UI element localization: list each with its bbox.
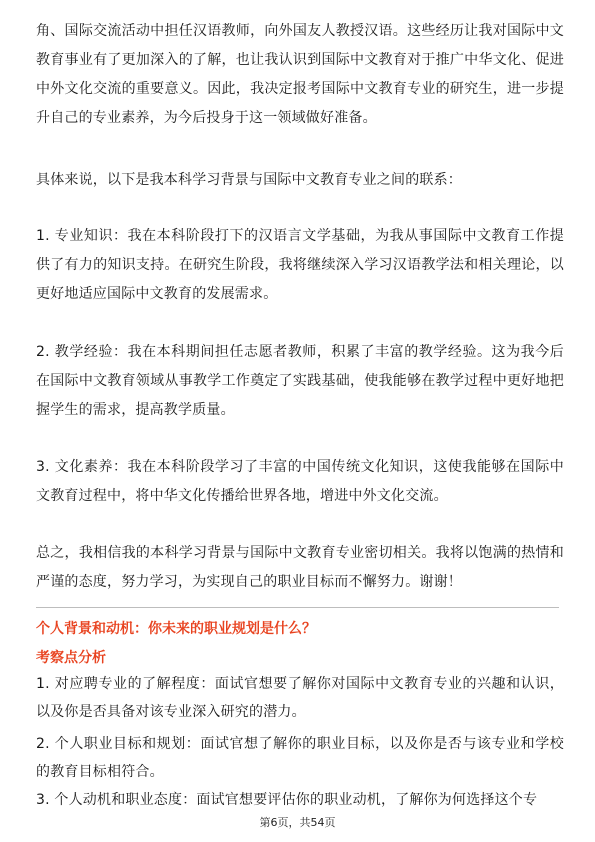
analysis-point-2: 2. 个人职业目标和规划：面试官想了解你的职业目标，以及你是否与该专业和学校的教育目标相符合。 <box>36 736 564 780</box>
paragraph-intro-connection: 具体来说，以下是我本科学习背景与国际中文教育专业之间的联系： <box>36 172 462 188</box>
paragraph-teaching-experience: 2. 教学经验：我在本科期间担任志愿者教师，积累了丰富的教学经验。这为我今后在国际中文教育领域从事教学工作奠定了实践基础，使我能够在教学过程中更好地把握学生的需求，提高教学质量。 <box>36 344 564 418</box>
page-number: 第6页，共54页 <box>259 816 336 829</box>
question-heading: 个人背景和动机：你未来的职业规划是什么？ <box>36 621 316 637</box>
paragraph-experience: 角、国际交流活动中担任汉语教师，向外国友人教授汉语。这些经历让我对国际中文教育事业有了更加深入的了解，也让我认识到国际中文教育对于推广中华文化、促进中外文化交流的重要意义。因此，我决定报考国际中文教育专业的研究生，进一步提升自己的专业素养，为今后投身于这一领域做好准备。 <box>36 23 564 126</box>
analysis-point-3: 3. 个人动机和职业态度：面试官想要评估你的职业动机，了解你为何选择这个专 <box>36 792 538 808</box>
section-divider <box>36 607 559 608</box>
analysis-point-1: 1. 对应聘专业的了解程度：面试官想要了解你对国际中文教育专业的兴趣和认识，以及你是否具备对该专业深入研究的潜力。 <box>36 676 564 720</box>
paragraph-cultural-literacy: 3. 文化素养：我在本科阶段学习了丰富的中国传统文化知识，这使我能够在国际中文教育过程中，将中华文化传播给世界各地，增进中外文化交流。 <box>36 459 564 504</box>
analysis-heading: 考察点分析 <box>36 650 106 666</box>
paragraph-professional-knowledge: 1. 专业知识：我在本科阶段打下的汉语言文学基础，为我从事国际中文教育工作提供了有力的知识支持。在研究生阶段，我将继续深入学习汉语教学法和相关理论，以更好地适应国际中文教育的发展需求。 <box>36 228 564 302</box>
paragraph-conclusion: 总之，我相信我的本科学习背景与国际中文教育专业密切相关。我将以饱满的热情和严谨的态度，努力学习，为实现自己的职业目标而不懈努力。谢谢！ <box>36 545 564 590</box>
